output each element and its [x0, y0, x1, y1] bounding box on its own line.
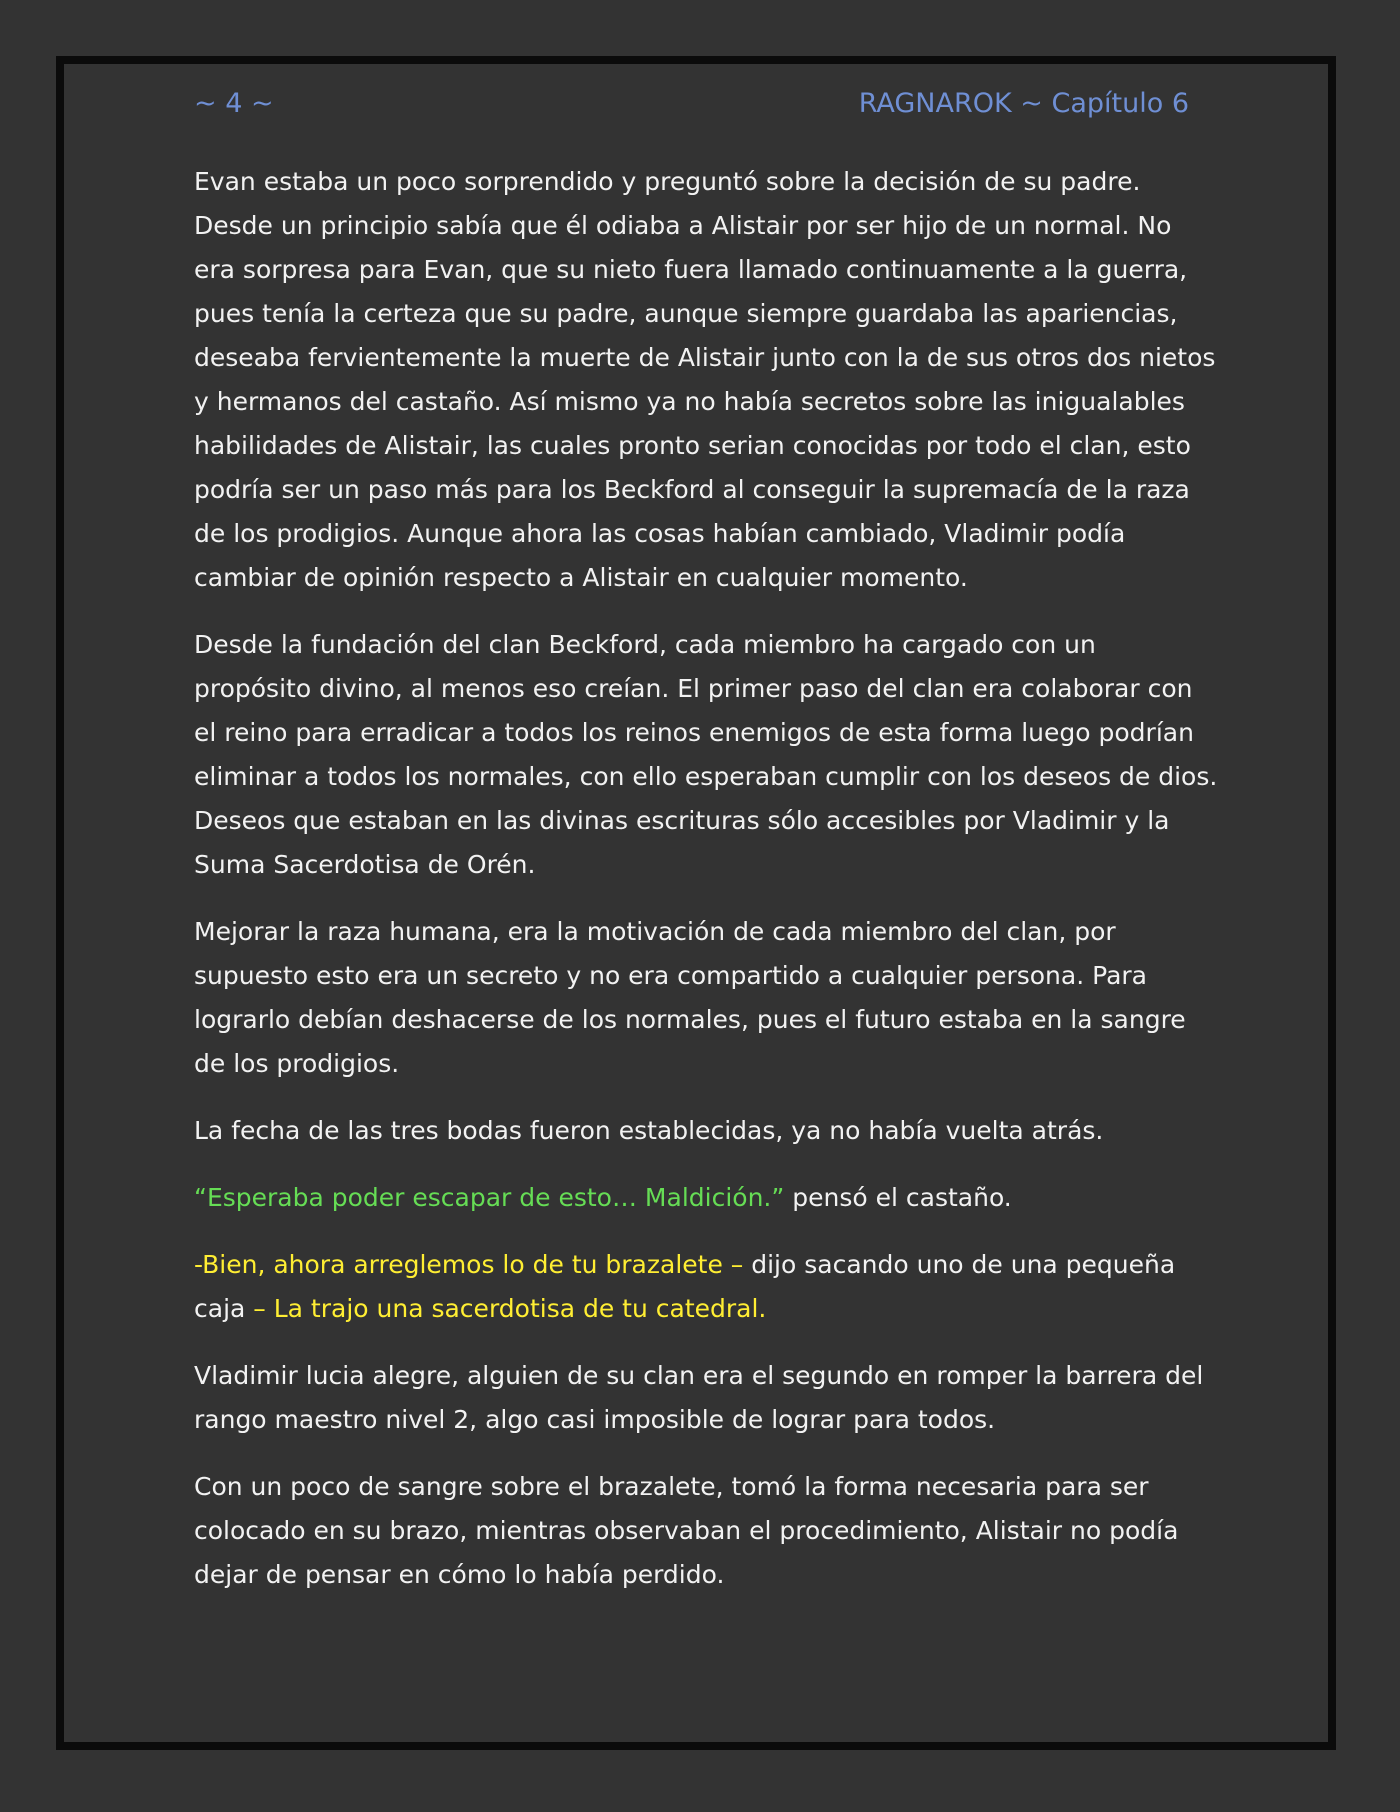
- chapter-title: RAGNAROK ~ Capítulo 6: [858, 87, 1189, 119]
- dialogue-text-2: – La trajo una sacerdotisa de tu catedral.: [253, 1294, 767, 1323]
- paragraph-1: Evan estaba un poco sorprendido y preguntó sobre la decisión de su padre. Desde un principio sabía que él odiaba a Alistair por ser hijo de un normal. No era sorpresa para Evan, que su nieto fuera llamado continuamente a la guerra, pues tenía la certeza que su padre, aunque siempre guardaba las apariencias, deseaba fervientemente la muerte de Alistair junto con la de sus otros dos nietos y hermanos del castaño. Así mismo ya no había secretos sobre las inigualables habilidades de Alistair, las cuales pronto serian conocidas por todo el clan, esto podría ser un paso más para los Beckford al conseguir la supremacía de la raza de los prodigios. Aunque ahora las cosas habían cambiado, Vladimir podía cambiar de opinión respecto a Alistair en cualquier momento.: [194, 167, 1216, 592]
- paragraph-3: Mejorar la raza humana, era la motivación de cada miembro del clan, por supuesto esto era un secreto y no era compartido a cualquier persona. Para lograrlo debían deshacerse de los normales, pues el futuro estaba en la sangre de los prodigios.: [194, 917, 1186, 1078]
- paragraph-4: La fecha de las tres bodas fueron establecidas, ya no había vuelta atrás.: [194, 1116, 1104, 1145]
- narration-text: pensó el castaño.: [784, 1183, 1012, 1212]
- dialogue-text-1: -Bien, ahora arreglemos lo de tu brazalete –: [194, 1250, 744, 1279]
- chapter-body: [194, 160, 1218, 1620]
- paragraph-5: [194, 1176, 1218, 1220]
- paragraph-8: Con un poco de sangre sobre el brazalete, tomó la forma necesaria para ser colocado en su brazo, mientras observaban el procedimiento, Alistair no podía dejar de pensar en cómo lo había perdido.: [194, 1472, 1179, 1589]
- narration-text: dijo sacando uno de una pequeña caja: [194, 1250, 1176, 1323]
- paragraph-6: [194, 1243, 1218, 1331]
- paragraph-2: Desde la fundación del clan Beckford, cada miembro ha cargado con un propósito divino, al menos eso creían. El primer paso del clan era colaborar con el reino para erradicar a todos los reinos enemigos de esta forma luego podrían eliminar a todos los normales, con ello esperaban cumplir con los deseos de dios. Deseos que estaban en las divinas escrituras sólo accesibles por Vladimir y la Suma Sacerdotisa de Orén.: [194, 630, 1218, 879]
- thought-text: “Esperaba poder escapar de esto… Maldición.”: [194, 1183, 785, 1212]
- page-number: ~ 4 ~: [194, 87, 274, 119]
- paragraph-7: Vladimir lucia alegre, alguien de su clan era el segundo en romper la barrera del rango maestro nivel 2, algo casi imposible de lograr para todos.: [194, 1361, 1204, 1434]
- page-header: [194, 83, 1189, 123]
